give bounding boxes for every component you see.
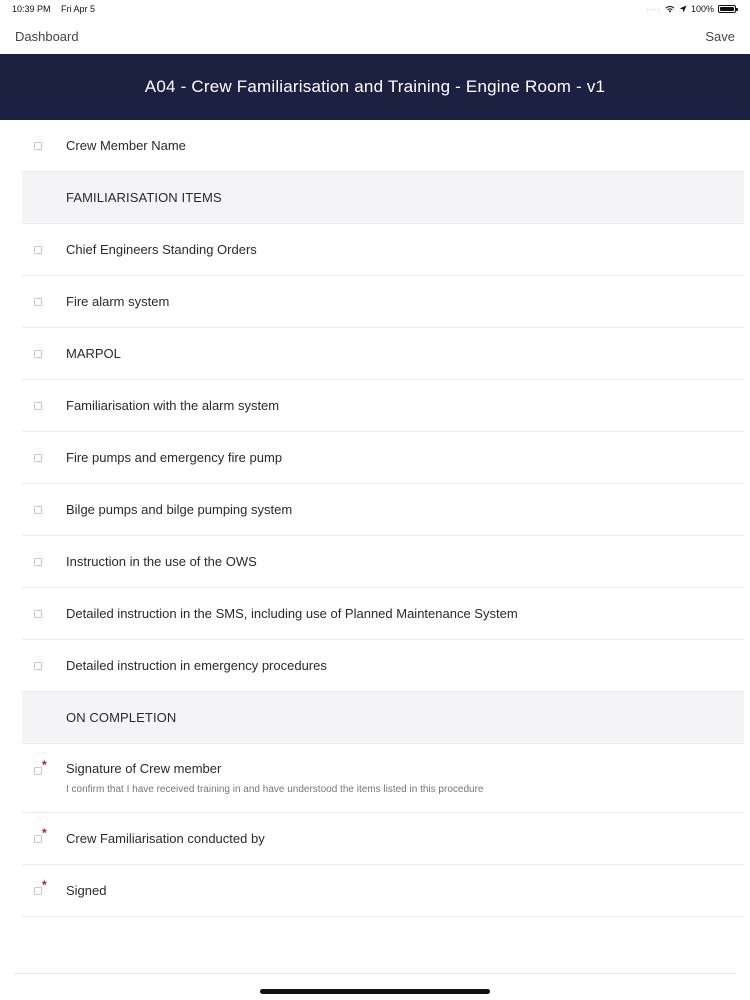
row-label: Fire pumps and emergency fire pump bbox=[66, 450, 283, 465]
required-star-icon: * bbox=[42, 825, 47, 840]
battery-percent: 100% bbox=[690, 4, 714, 14]
form-list bbox=[22, 120, 744, 917]
save-button[interactable]: Save bbox=[705, 29, 735, 44]
bottom-divider bbox=[14, 973, 736, 974]
row-checkbox[interactable] bbox=[34, 610, 42, 618]
status-bar bbox=[0, 0, 750, 18]
battery-icon bbox=[718, 5, 736, 13]
home-indicator[interactable] bbox=[260, 989, 490, 994]
row-label: Detailed instruction in the SMS, including use of Planned Maintenance System bbox=[66, 606, 518, 621]
row-checkbox[interactable] bbox=[34, 142, 42, 150]
required-star-icon: * bbox=[42, 758, 47, 772]
row-label: Familiarisation with the alarm system bbox=[66, 398, 280, 413]
section-label: FAMILIARISATION ITEMS bbox=[66, 190, 222, 205]
status-date: Fri Apr 5 bbox=[61, 4, 96, 14]
row-label: Detailed instruction in emergency procedures bbox=[66, 658, 327, 673]
row-checkbox[interactable] bbox=[34, 767, 42, 775]
row-label: Signature of Crew member bbox=[66, 761, 222, 776]
form-row-signed[interactable] bbox=[22, 865, 744, 917]
section-header-on-completion bbox=[22, 692, 744, 744]
form-row-fire-pumps[interactable] bbox=[22, 432, 744, 484]
row-checkbox[interactable] bbox=[34, 454, 42, 462]
form-row-marpol[interactable] bbox=[22, 328, 744, 380]
signal-dots-icon: ···· bbox=[646, 4, 661, 14]
row-checkbox[interactable] bbox=[34, 662, 42, 670]
form-row-fire-alarm-system[interactable] bbox=[22, 276, 744, 328]
form-title-header bbox=[0, 54, 750, 120]
section-label: ON COMPLETION bbox=[66, 710, 177, 725]
row-label: Bilge pumps and bilge pumping system bbox=[66, 502, 293, 517]
row-label: Fire alarm system bbox=[66, 294, 170, 309]
row-checkbox[interactable] bbox=[34, 887, 42, 895]
status-time: 10:39 PM bbox=[12, 4, 51, 14]
form-row-bilge-pumps[interactable] bbox=[22, 484, 744, 536]
row-label: Chief Engineers Standing Orders bbox=[66, 242, 257, 257]
row-checkbox[interactable] bbox=[34, 506, 42, 514]
section-header-familiarisation-items bbox=[22, 172, 744, 224]
row-label: MARPOL bbox=[66, 346, 121, 361]
row-checkbox[interactable] bbox=[34, 558, 42, 566]
row-label: Crew Member Name bbox=[66, 138, 186, 153]
nav-bar bbox=[0, 18, 750, 54]
row-checkbox[interactable] bbox=[34, 350, 42, 358]
row-label: Instruction in the use of the OWS bbox=[66, 554, 257, 569]
form-row-ows-instruction[interactable] bbox=[22, 536, 744, 588]
form-title: A04 - Crew Familiarisation and Training - Engine Room - v1 bbox=[144, 77, 606, 96]
required-star-icon: * bbox=[42, 877, 47, 892]
form-row-crew-member-name[interactable] bbox=[22, 120, 744, 172]
row-checkbox[interactable] bbox=[34, 835, 42, 843]
form-row-conducted-by[interactable] bbox=[22, 813, 744, 865]
form-row-chief-engineers-standing-orders[interactable] bbox=[22, 224, 744, 276]
wifi-icon bbox=[665, 5, 675, 13]
row-checkbox[interactable] bbox=[34, 246, 42, 254]
form-row-sms-instruction[interactable] bbox=[22, 588, 744, 640]
row-checkbox[interactable] bbox=[34, 298, 42, 306]
form-row-emergency-procedures[interactable] bbox=[22, 640, 744, 692]
row-label: Crew Familiarisation conducted by bbox=[66, 831, 265, 846]
location-icon bbox=[679, 5, 687, 13]
row-label: Signed bbox=[66, 883, 107, 898]
row-checkbox[interactable] bbox=[34, 402, 42, 410]
dashboard-button[interactable]: Dashboard bbox=[15, 29, 79, 44]
form-row-signature-crew-member[interactable] bbox=[22, 744, 744, 813]
row-sublabel: I confirm that I have received training in and have understood the items listed in this procedure bbox=[66, 784, 484, 795]
form-row-familiarisation-alarm-system[interactable] bbox=[22, 380, 744, 432]
